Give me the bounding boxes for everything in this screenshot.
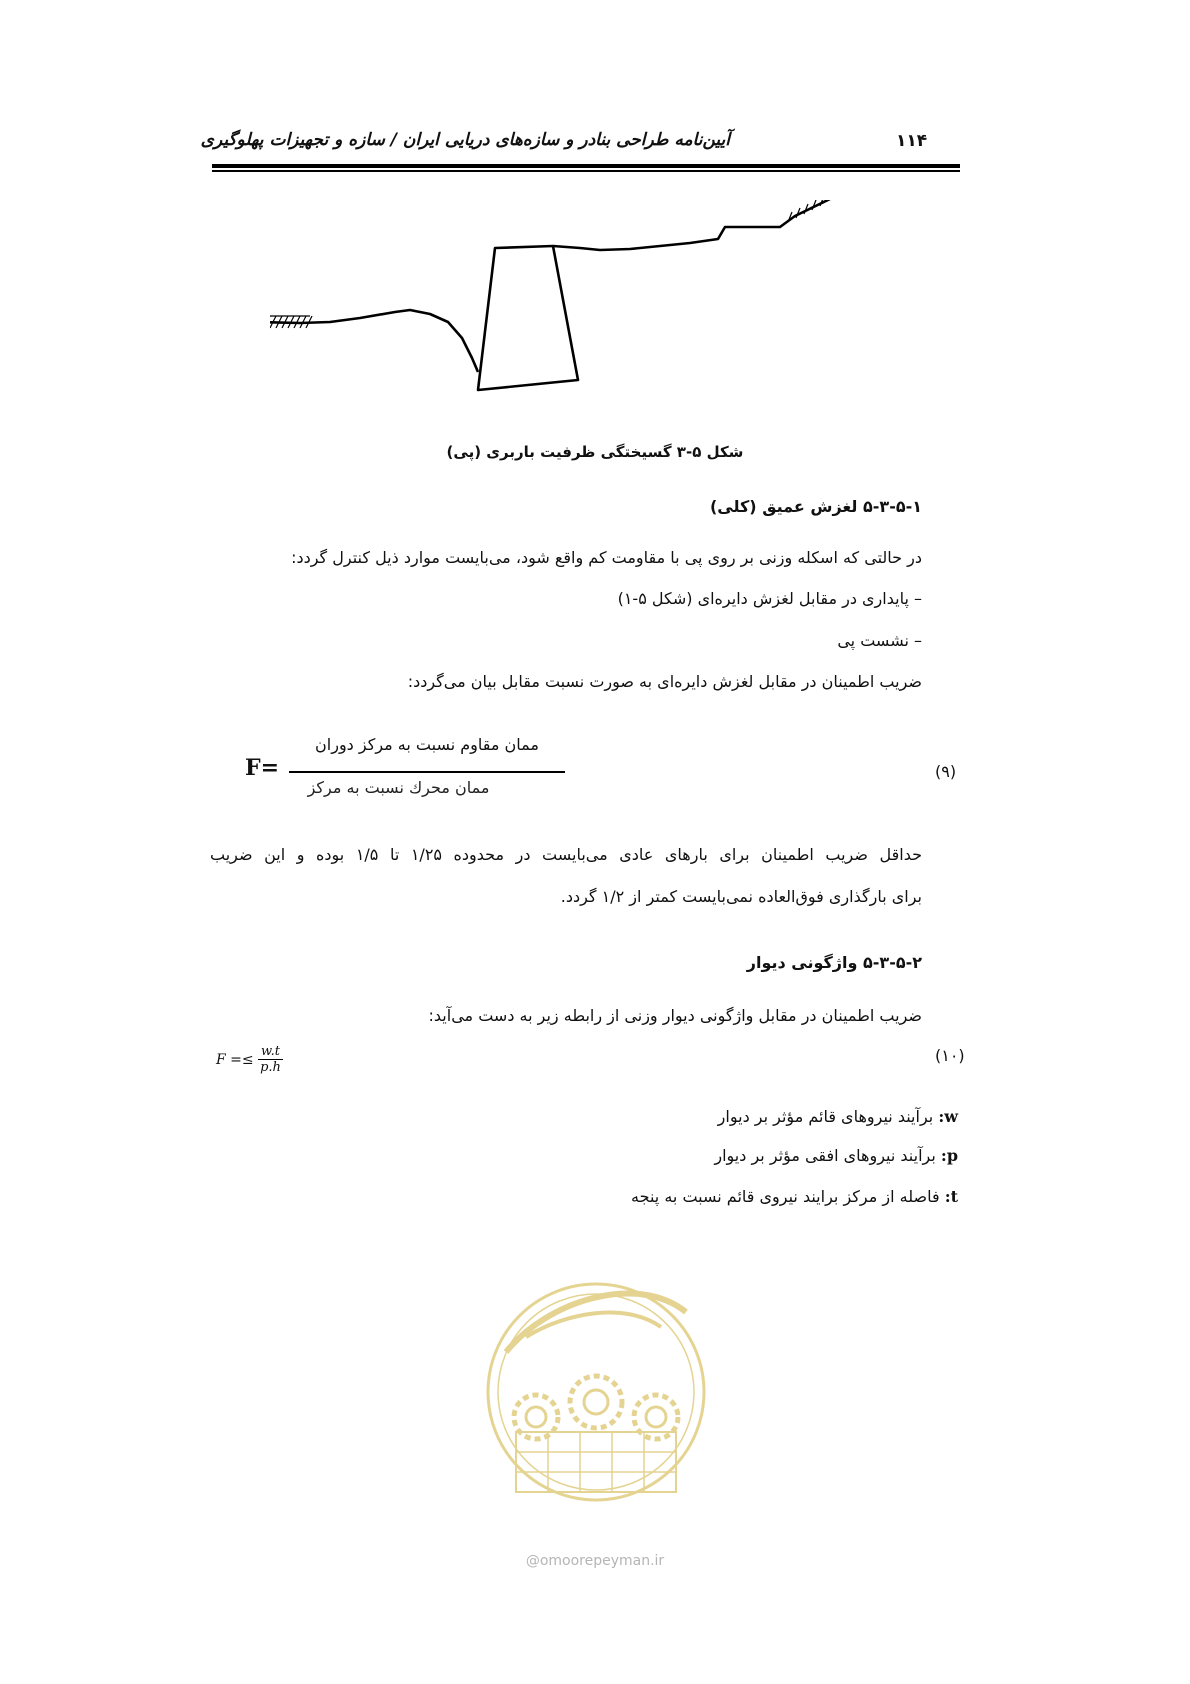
list-item: – پایداری در مقابل لغزش دایره‌ای (شکل ۵-۱)	[617, 589, 922, 608]
header-rule-thick	[212, 164, 960, 168]
backfill-ground-line	[553, 200, 830, 250]
equation-9-numerator: ممان مقاوم نسبت به مرکز دوران	[315, 735, 539, 754]
quay-wall	[478, 246, 578, 390]
definition-text: برآیند نیروهای قائم مؤثر بر دیوار	[717, 1107, 934, 1126]
paragraph-conclusion-line1: حداقل ضریب اطمینان برای بارهای عادی می‌بایست در محدوده ۱/۲۵ تا ۱/۵ بوده و این ضریب	[210, 845, 923, 864]
equation-10-denominator: p.h	[260, 1060, 281, 1075]
paragraph-intro: در حالتی که اسکله وزنی بر روی پی با مقاومت کم واقع شود، می‌بایست موارد ذیل کنترل گردد:	[291, 548, 922, 567]
equation-9-denominator: ممان محرك نسبت به مركز	[307, 778, 490, 797]
definition-symbol: w:	[938, 1107, 958, 1126]
equation-9-lhs: F=	[245, 755, 280, 781]
definition-text: برآیند نیروهای افقی مؤثر بر دیوار	[714, 1146, 936, 1165]
equation-10-fraction	[258, 1044, 283, 1075]
paragraph-conclusion-line2: برای بارگذاری فوق‌العاده نمی‌بایست کمتر از ۱/۲ گردد.	[560, 887, 922, 906]
definition-symbol: t:	[944, 1187, 958, 1206]
watermark-logo	[486, 1242, 706, 1542]
watermark-url: @omoorepeyman.ir	[525, 1553, 665, 1569]
definition-t	[631, 1187, 958, 1206]
section-heading-deep-sliding: ۵-۳-۵-۱ لغزش عمیق (کلی)	[709, 497, 922, 516]
equation-10-number: (۱۰)	[935, 1046, 965, 1065]
figure-caption: شکل ۵-۳ گسیختگی ظرفیت باربری (پی)	[446, 443, 744, 461]
page-number: ۱۱۴	[896, 131, 928, 151]
running-header-title: آیین‌نامه طراحی بنادر و سازه‌های دریایی ایران / سازه و تجهیزات پهلوگیری	[200, 130, 730, 150]
definition-symbol: p:	[940, 1146, 958, 1165]
header-rule-thin	[212, 170, 960, 172]
section-heading-overturning: ۵-۳-۵-۲ واژگونی دیوار	[746, 953, 922, 972]
equation-9-number: (۹)	[935, 762, 957, 781]
definition-text: فاصله از مرکز برایند نیروی قائم نسبت به پنجه	[631, 1187, 940, 1206]
equation-10-numerator: w.t	[258, 1044, 283, 1060]
paragraph-formula-intro: ضریب اطمینان در مقابل لغزش دایره‌ای به صورت نسبت مقابل بیان می‌گردد:	[407, 672, 922, 691]
list-item: – نشست پی	[837, 631, 922, 650]
paragraph-overturning-intro: ضریب اطمینان در مقابل واژگونی دیوار وزنی از رابطه زیر به دست می‌آید:	[428, 1006, 922, 1025]
equation-10-lhs: F =≤	[216, 1052, 254, 1068]
left-ground-line	[270, 310, 478, 372]
bearing-failure-figure	[270, 200, 850, 405]
definition-p	[714, 1146, 958, 1165]
equation-9-fraction-bar	[289, 771, 565, 773]
definition-w	[718, 1107, 958, 1126]
